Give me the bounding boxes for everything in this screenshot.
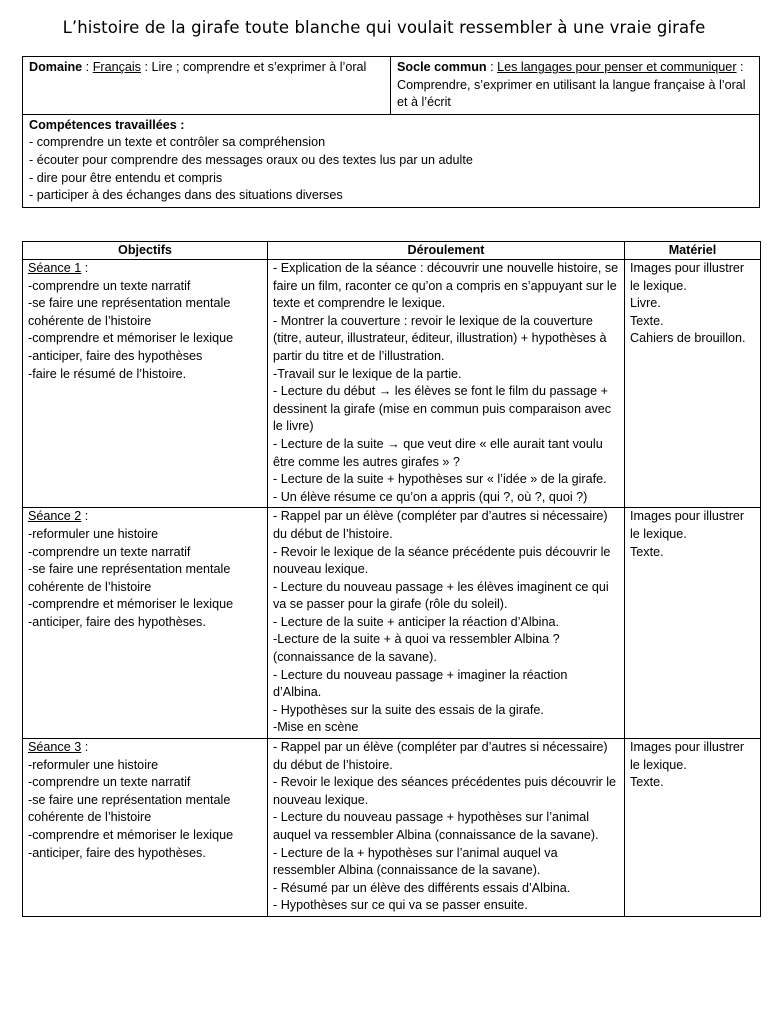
table-row: [23, 260, 761, 508]
table-row: [23, 739, 761, 917]
domaine-cell: Domaine : Français : Lire ; comprendre et s’exprimer à l’oral: [23, 57, 391, 115]
deroulement-cell: [268, 260, 625, 508]
socle-description: : Comprendre, s’exprimer en utilisant la langue française à l’oral et à l’écrit: [397, 60, 746, 110]
materiel-item: Images pour illustrer le lexique.: [630, 509, 745, 541]
socle-domain: Les langages pour penser et communiquer: [497, 60, 737, 74]
deroulement-item: - Rappel par un élève (compléter par d’autres si nécessaire) du début de l’histoire.: [273, 509, 608, 541]
deroulement-item: - Un élève résume ce qu’on a appris (qui ?, où ?, quoi ?): [273, 489, 588, 504]
deroulement-item: - Lecture du nouveau passage + hypothèses sur l’animal auquel va ressembler Albina (connaissance de la savane).: [273, 810, 599, 842]
objectif-item: -reformuler une histoire: [28, 757, 159, 772]
socle-cell: [391, 57, 760, 115]
deroulement-item: - Hypothèses sur ce qui va se passer ensuite.: [273, 898, 528, 913]
objectif-item: -anticiper, faire des hypothèses.: [28, 614, 206, 629]
objectifs-cell: [23, 260, 268, 508]
deroulement-item: - Lecture de la + hypothèses sur l’animal auquel va ressembler Albina (connaissance de la savane).: [273, 845, 558, 878]
competence-item: - participer à des échanges dans des situations diverses: [29, 188, 343, 203]
seance-title-suffix: :: [81, 740, 89, 755]
seance-title-suffix: :: [81, 509, 89, 524]
deroulement-item: - Lecture du début → les élèves se font le film du passage + dessinent la girafe (mise en commun puis comparaison avec le livre): [273, 384, 612, 434]
deroulement-cell: [268, 739, 625, 917]
materiel-item: Livre.: [630, 296, 661, 311]
objectif-item: -comprendre un texte narratif: [28, 278, 191, 293]
header-materiel: Matériel: [625, 242, 761, 260]
objectif-item: -faire le résumé de l’histoire.: [28, 366, 187, 381]
document-title: L’histoire de la girafe toute blanche qui voulait ressembler à une vraie girafe: [62, 18, 706, 37]
domaine-description: : Lire ; comprendre et s’exprimer à l’oral: [140, 60, 367, 74]
competences-title: Compétences travaillées :: [29, 117, 185, 132]
objectif-item: -reformuler une histoire: [28, 526, 159, 541]
deroulement-item: - Hypothèses sur la suite des essais de la girafe.: [273, 702, 544, 717]
deroulement-item: - Lecture de la suite + hypothèses sur « l’idée » de la girafe.: [273, 472, 607, 487]
objectif-item: -se faire une représentation mentale cohérente de l’histoire: [28, 792, 231, 825]
objectif-item: -se faire une représentation mentale cohérente de l’histoire: [28, 296, 231, 328]
socle-separator: :: [486, 60, 498, 74]
table-row: [23, 508, 761, 739]
objectifs-cell: [23, 739, 268, 917]
deroulement-item: - Revoir le lexique de la séance précédente puis découvrir le nouveau lexique.: [273, 544, 611, 577]
deroulement-item: -Travail sur le lexique de la partie.: [273, 366, 462, 381]
deroulement-item: - Rappel par un élève (compléter par d’autres si nécessaire) du début de l’histoire.: [273, 740, 608, 772]
deroulement-item: - Lecture du nouveau passage + les élèves imaginent ce qui va se passer pour la girafe (rôle du soleil).: [273, 579, 609, 612]
objectif-item: -comprendre un texte narratif: [28, 775, 191, 790]
objectif-item: -comprendre et mémoriser le lexique: [28, 828, 234, 842]
competence-item: - écouter pour comprendre des messages oraux ou des textes lus par un adulte: [29, 152, 473, 167]
info-row-competences: [23, 114, 760, 207]
materiel-cell: [625, 739, 761, 917]
seance-title: Séance 3: [28, 740, 82, 755]
objectif-item: -anticiper, faire des hypothèses: [28, 348, 203, 363]
seance-title-suffix: :: [81, 261, 89, 275]
deroulement-item: - Explication de la séance : découvrir une nouvelle histoire, se faire un film, raconter ce qu’on a compris en s’appuyant sur le texte et comprendre le lexique.: [273, 261, 619, 311]
objectifs-cell: [23, 508, 268, 739]
deroulement-item: - Résumé par un élève des différents essais d’Albina.: [273, 880, 571, 895]
deroulement-item: - Lecture du nouveau passage + imaginer la réaction d’Albina.: [273, 667, 568, 700]
header-objectifs: Objectifs: [23, 242, 268, 260]
materiel-item: Cahiers de brouillon.: [630, 331, 746, 346]
deroulement-item: - Montrer la couverture : revoir le lexique de la couverture (titre, auteur, illustrateur, éditeur, illustration) + hypothèses à partir du titre et de l’illustration.: [273, 313, 607, 363]
table-header-row: [23, 242, 761, 260]
deroulement-item: - Revoir le lexique des séances précédentes puis découvrir le nouveau lexique.: [273, 775, 617, 807]
deroulement-item: -Mise en scène: [273, 720, 359, 735]
seance-title: Séance 1: [28, 261, 82, 275]
objectif-item: -comprendre et mémoriser le lexique: [28, 331, 234, 346]
header-deroulement: Déroulement: [268, 242, 625, 260]
materiel-item: Texte.: [630, 775, 664, 790]
domaine-label: Domaine: [29, 60, 83, 74]
socle-label: Socle commun: [397, 60, 487, 74]
materiel-item: Images pour illustrer le lexique.: [630, 740, 745, 772]
competence-item: - comprendre un texte et contrôler sa compréhension: [29, 135, 326, 150]
objectif-item: -comprendre un texte narratif: [28, 544, 191, 559]
objectif-item: -anticiper, faire des hypothèses.: [28, 845, 206, 860]
domaine-subject: Français: [92, 60, 141, 74]
competences-cell: [23, 114, 760, 207]
materiel-item: Texte.: [630, 544, 664, 559]
objectif-item: -comprendre et mémoriser le lexique: [28, 597, 234, 612]
deroulement-item: - Lecture de la suite → que veut dire « elle aurait tant voulu être comme les autres girafes » ?: [273, 436, 603, 469]
seance-title: Séance 2: [28, 509, 82, 524]
objectif-item: -se faire une représentation mentale cohérente de l’histoire: [28, 562, 231, 594]
materiel-item: Texte.: [630, 313, 664, 328]
deroulement-item: - Lecture de la suite + anticiper la réaction d’Albina.: [273, 614, 559, 629]
competence-item: - dire pour être entendu et compris: [29, 170, 223, 185]
materiel-cell: [625, 508, 761, 739]
materiel-item: Images pour illustrer le lexique.: [630, 261, 745, 293]
info-row-top: [23, 57, 760, 115]
sessions-table: [22, 241, 761, 917]
deroulement-item: -Lecture de la suite + à quoi va ressembler Albina ? (connaissance de la savane).: [273, 632, 560, 665]
info-table: [22, 56, 760, 208]
materiel-cell: [625, 260, 761, 508]
deroulement-cell: [268, 508, 625, 739]
